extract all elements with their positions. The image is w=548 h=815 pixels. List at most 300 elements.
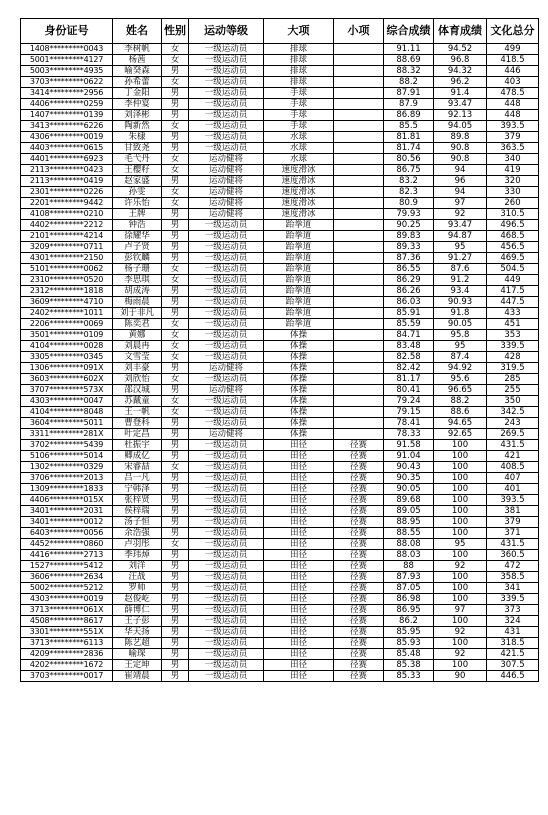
table-row (21, 616, 539, 627)
cell-level: 一级运动员 (189, 374, 264, 385)
table-row (21, 495, 539, 506)
cell-item: 体操 (264, 396, 334, 407)
cell-item: 田径 (264, 473, 334, 484)
cell-level: 一级运动员 (189, 627, 264, 638)
cell-sub (334, 341, 384, 352)
cell-name: 梅雨晨 (113, 297, 162, 308)
cell-culture: 451 (487, 319, 539, 330)
header-row (21, 19, 539, 44)
cell-sub (334, 99, 384, 110)
cell-level: 一级运动员 (189, 220, 264, 231)
cell-overall: 90.35 (384, 473, 434, 484)
cell-id: 2310*********0520 (21, 275, 113, 286)
cell-name: 丁金阳 (113, 88, 162, 99)
cell-overall: 87.93 (384, 572, 434, 583)
cell-overall: 85.93 (384, 638, 434, 649)
cell-sub (334, 264, 384, 275)
cell-id: 1302*********0329 (21, 462, 113, 473)
cell-gender: 男 (162, 110, 189, 121)
cell-culture: 342.5 (487, 407, 539, 418)
cell-level: 一级运动员 (189, 594, 264, 605)
cell-sub: 径赛 (334, 583, 384, 594)
header-overall: 综合成绩 (384, 19, 434, 44)
table-row (21, 429, 539, 440)
cell-name: 王一帆 (113, 407, 162, 418)
cell-id: 5101*********0062 (21, 264, 113, 275)
cell-sport: 100 (434, 660, 487, 671)
results-table (20, 18, 539, 682)
cell-level: 一级运动员 (189, 44, 264, 55)
cell-culture: 319.5 (487, 363, 539, 374)
cell-name: 季玮焯 (113, 550, 162, 561)
cell-name: 毛弋丹 (113, 154, 162, 165)
header-gender: 性别 (162, 19, 189, 44)
cell-sub: 径赛 (334, 539, 384, 550)
cell-culture: 421.5 (487, 649, 539, 660)
cell-level: 运动健将 (189, 154, 264, 165)
cell-overall: 81.81 (384, 132, 434, 143)
table-row (21, 187, 539, 198)
cell-level: 一级运动员 (189, 616, 264, 627)
cell-sport: 88.6 (434, 407, 487, 418)
table-row (21, 484, 539, 495)
table-row (21, 319, 539, 330)
cell-culture: 496.5 (487, 220, 539, 231)
cell-sport: 100 (434, 517, 487, 528)
cell-culture: 340 (487, 154, 539, 165)
table-row (21, 264, 539, 275)
cell-name: 张梓贤 (113, 495, 162, 506)
cell-sport: 92.65 (434, 429, 487, 440)
cell-name: 宋睿喆 (113, 462, 162, 473)
cell-id: 2113*********0423 (21, 165, 113, 176)
cell-sport: 92.13 (434, 110, 487, 121)
cell-overall: 86.03 (384, 297, 434, 308)
cell-name: 刘泽彬 (113, 110, 162, 121)
cell-name: 卢羽彤 (113, 539, 162, 550)
cell-sport: 90.93 (434, 297, 487, 308)
cell-overall: 86.29 (384, 275, 434, 286)
cell-gender: 男 (162, 506, 189, 517)
table-row (21, 198, 539, 209)
cell-level: 一级运动员 (189, 308, 264, 319)
cell-overall: 79.93 (384, 209, 434, 220)
cell-id: 3706*********2013 (21, 473, 113, 484)
table-row (21, 396, 539, 407)
cell-culture: 255 (487, 385, 539, 396)
cell-sub (334, 44, 384, 55)
cell-sport: 91.27 (434, 253, 487, 264)
table-row (21, 572, 539, 583)
cell-id: 4108*********0210 (21, 209, 113, 220)
cell-culture: 318.5 (487, 638, 539, 649)
cell-id: 3209*********0711 (21, 242, 113, 253)
cell-level: 一级运动员 (189, 286, 264, 297)
cell-name: 黄娜 (113, 330, 162, 341)
table-row (21, 110, 539, 121)
cell-sub (334, 297, 384, 308)
cell-culture: 403 (487, 77, 539, 88)
cell-overall: 89.68 (384, 495, 434, 506)
cell-culture: 339.5 (487, 341, 539, 352)
cell-name: 苏戴童 (113, 396, 162, 407)
cell-level: 一级运动员 (189, 418, 264, 429)
cell-level: 一级运动员 (189, 561, 264, 572)
cell-sub (334, 275, 384, 286)
cell-overall: 79.24 (384, 396, 434, 407)
cell-culture: 418.5 (487, 55, 539, 66)
cell-id: 2201*********9442 (21, 198, 113, 209)
cell-gender: 女 (162, 55, 189, 66)
cell-item: 体操 (264, 407, 334, 418)
cell-level: 一级运动员 (189, 77, 264, 88)
cell-level: 一级运动员 (189, 462, 264, 473)
table-row (21, 506, 539, 517)
cell-name: 杨子珊 (113, 264, 162, 275)
cell-id: 3305*********0345 (21, 352, 113, 363)
cell-sub (334, 396, 384, 407)
cell-level: 运动健将 (189, 198, 264, 209)
cell-sport: 90.05 (434, 319, 487, 330)
cell-name: 徐耀华 (113, 231, 162, 242)
cell-overall: 85.95 (384, 627, 434, 638)
cell-overall: 78.33 (384, 429, 434, 440)
cell-id: 3401*********0012 (21, 517, 113, 528)
cell-item: 速度滑冰 (264, 209, 334, 220)
cell-culture: 243 (487, 418, 539, 429)
table-row (21, 660, 539, 671)
cell-sub (334, 176, 384, 187)
cell-id: 3606*********2634 (21, 572, 113, 583)
table-row (21, 88, 539, 99)
cell-sub (334, 363, 384, 374)
table-row (21, 209, 539, 220)
cell-culture: 379 (487, 517, 539, 528)
cell-sub (334, 110, 384, 121)
cell-item: 田径 (264, 539, 334, 550)
cell-gender: 女 (162, 539, 189, 550)
cell-level: 运动健将 (189, 209, 264, 220)
cell-sub: 径赛 (334, 671, 384, 682)
cell-gender: 男 (162, 132, 189, 143)
cell-name: 陶新然 (113, 121, 162, 132)
cell-overall: 86.2 (384, 616, 434, 627)
cell-item: 田径 (264, 462, 334, 473)
cell-gender: 男 (162, 594, 189, 605)
cell-culture: 448 (487, 99, 539, 110)
cell-overall: 86.26 (384, 286, 434, 297)
table-row (21, 330, 539, 341)
cell-overall: 87.36 (384, 253, 434, 264)
cell-level: 运动健将 (189, 187, 264, 198)
cell-overall: 81.17 (384, 374, 434, 385)
cell-sub: 径赛 (334, 616, 384, 627)
cell-culture: 339.5 (487, 594, 539, 605)
cell-overall: 86.55 (384, 264, 434, 275)
cell-overall: 83.2 (384, 176, 434, 187)
cell-item: 排球 (264, 66, 334, 77)
cell-id: 3713*********061X (21, 605, 113, 616)
cell-sport: 94 (434, 187, 487, 198)
table-row (21, 220, 539, 231)
cell-sub: 径赛 (334, 649, 384, 660)
cell-item: 手球 (264, 88, 334, 99)
cell-sport: 96.65 (434, 385, 487, 396)
cell-overall: 88.55 (384, 528, 434, 539)
cell-sport: 100 (434, 440, 487, 451)
table-row (21, 385, 539, 396)
cell-sub (334, 330, 384, 341)
cell-id: 3609*********4710 (21, 297, 113, 308)
cell-name: 华天扬 (113, 627, 162, 638)
cell-level: 一级运动员 (189, 121, 264, 132)
cell-item: 田径 (264, 440, 334, 451)
cell-culture: 341 (487, 583, 539, 594)
cell-name: 余浩强 (113, 528, 162, 539)
cell-name: 卿成亿 (113, 451, 162, 462)
cell-level: 一级运动员 (189, 649, 264, 660)
cell-sport: 88.2 (434, 396, 487, 407)
cell-item: 田径 (264, 605, 334, 616)
cell-gender: 男 (162, 649, 189, 660)
cell-overall: 90.05 (384, 484, 434, 495)
cell-culture: 446.5 (487, 671, 539, 682)
table-row (21, 154, 539, 165)
cell-gender: 男 (162, 66, 189, 77)
cell-culture: 499 (487, 44, 539, 55)
cell-sub (334, 407, 384, 418)
cell-overall: 89.33 (384, 242, 434, 253)
cell-item: 田径 (264, 528, 334, 539)
cell-sub (334, 308, 384, 319)
cell-level: 一级运动员 (189, 484, 264, 495)
cell-sport: 95 (434, 242, 487, 253)
cell-sub (334, 374, 384, 385)
cell-name: 王牌 (113, 209, 162, 220)
cell-id: 4104*********0028 (21, 341, 113, 352)
cell-sub (334, 209, 384, 220)
cell-id: 4508*********8617 (21, 616, 113, 627)
cell-sport: 95.6 (434, 374, 487, 385)
cell-culture: 350 (487, 396, 539, 407)
table-row (21, 44, 539, 55)
cell-culture: 472 (487, 561, 539, 572)
cell-overall: 86.75 (384, 165, 434, 176)
cell-gender: 男 (162, 308, 189, 319)
cell-id: 5002*********5212 (21, 583, 113, 594)
cell-sport: 100 (434, 484, 487, 495)
cell-sport: 92 (434, 649, 487, 660)
cell-sub: 径赛 (334, 561, 384, 572)
cell-level: 一级运动员 (189, 88, 264, 99)
cell-item: 体操 (264, 330, 334, 341)
cell-gender: 男 (162, 561, 189, 572)
table-row (21, 297, 539, 308)
cell-sub: 径赛 (334, 495, 384, 506)
cell-level: 一级运动员 (189, 264, 264, 275)
cell-overall: 88 (384, 561, 434, 572)
cell-culture: 363.5 (487, 143, 539, 154)
cell-sub: 径赛 (334, 462, 384, 473)
cell-name: 卢子贤 (113, 242, 162, 253)
cell-item: 跆拳道 (264, 286, 334, 297)
cell-sport: 100 (434, 550, 487, 561)
cell-name: 胡成涛 (113, 286, 162, 297)
table-row (21, 143, 539, 154)
cell-name: 刘晨冉 (113, 341, 162, 352)
header-subevent: 小项 (334, 19, 384, 44)
cell-id: 3703*********0622 (21, 77, 113, 88)
cell-level: 一级运动员 (189, 253, 264, 264)
cell-id: 3401*********2031 (21, 506, 113, 517)
cell-id: 3311*********281X (21, 429, 113, 440)
cell-sport: 96.2 (434, 77, 487, 88)
cell-item: 水球 (264, 143, 334, 154)
cell-item: 田径 (264, 616, 334, 627)
cell-level: 一级运动员 (189, 330, 264, 341)
cell-name: 薛博仁 (113, 605, 162, 616)
cell-overall: 85.48 (384, 649, 434, 660)
cell-item: 跆拳道 (264, 253, 334, 264)
cell-gender: 女 (162, 121, 189, 132)
cell-id: 4403*********0615 (21, 143, 113, 154)
cell-sub: 径赛 (334, 638, 384, 649)
cell-item: 跆拳道 (264, 264, 334, 275)
cell-sub (334, 121, 384, 132)
cell-item: 田径 (264, 671, 334, 682)
cell-overall: 91.11 (384, 44, 434, 55)
cell-culture: 408.5 (487, 462, 539, 473)
cell-gender: 女 (162, 462, 189, 473)
cell-gender: 男 (162, 242, 189, 253)
cell-id: 3713*********6113 (21, 638, 113, 649)
cell-item: 田径 (264, 550, 334, 561)
table-row (21, 561, 539, 572)
table-row (21, 242, 539, 253)
cell-level: 一级运动员 (189, 660, 264, 671)
cell-name: 喻琛 (113, 649, 162, 660)
cell-sport: 95.8 (434, 330, 487, 341)
cell-sport: 87.4 (434, 352, 487, 363)
cell-gender: 女 (162, 275, 189, 286)
cell-id: 3301*********551X (21, 627, 113, 638)
cell-overall: 88.95 (384, 517, 434, 528)
cell-level: 一级运动员 (189, 539, 264, 550)
cell-id: 4402*********2212 (21, 220, 113, 231)
cell-sport: 100 (434, 572, 487, 583)
cell-level: 一级运动员 (189, 638, 264, 649)
cell-sub: 径赛 (334, 440, 384, 451)
cell-gender: 男 (162, 253, 189, 264)
cell-id: 3501*********0109 (21, 330, 113, 341)
cell-gender: 男 (162, 297, 189, 308)
cell-gender: 男 (162, 638, 189, 649)
cell-culture: 260 (487, 198, 539, 209)
cell-culture: 320 (487, 176, 539, 187)
header-id: 身份证号 (21, 19, 113, 44)
cell-id: 1306*********091X (21, 363, 113, 374)
cell-sport: 92 (434, 627, 487, 638)
cell-overall: 85.38 (384, 660, 434, 671)
cell-culture: 419 (487, 165, 539, 176)
cell-name: 叶定昌 (113, 429, 162, 440)
cell-id: 5003*********4935 (21, 66, 113, 77)
cell-gender: 男 (162, 583, 189, 594)
cell-id: 4406*********015X (21, 495, 113, 506)
cell-sport: 95 (434, 539, 487, 550)
cell-sub: 径赛 (334, 572, 384, 583)
cell-culture: 447.5 (487, 297, 539, 308)
cell-gender: 女 (162, 374, 189, 385)
cell-id: 4303*********0019 (21, 594, 113, 605)
header-name: 姓名 (113, 19, 162, 44)
cell-item: 速度滑冰 (264, 187, 334, 198)
cell-gender: 男 (162, 176, 189, 187)
cell-culture: 269.5 (487, 429, 539, 440)
cell-name: 刘于非凡 (113, 308, 162, 319)
cell-gender: 男 (162, 605, 189, 616)
table-row (21, 473, 539, 484)
table-row (21, 231, 539, 242)
header-culture-score: 文化总分 (487, 19, 539, 44)
cell-culture: 417.5 (487, 286, 539, 297)
cell-sub (334, 165, 384, 176)
cell-gender: 男 (162, 385, 189, 396)
cell-overall: 86.89 (384, 110, 434, 121)
cell-sport: 90.8 (434, 143, 487, 154)
cell-item: 跆拳道 (264, 319, 334, 330)
cell-sub: 径赛 (334, 451, 384, 462)
cell-sport: 90.8 (434, 154, 487, 165)
cell-id: 2113*********0419 (21, 176, 113, 187)
cell-sub (334, 132, 384, 143)
table-row (21, 517, 539, 528)
cell-sub (334, 286, 384, 297)
cell-culture: 373 (487, 605, 539, 616)
cell-sport: 94.65 (434, 418, 487, 429)
cell-sub: 径赛 (334, 473, 384, 484)
cell-gender: 女 (162, 341, 189, 352)
cell-sub (334, 198, 384, 209)
cell-gender: 男 (162, 627, 189, 638)
cell-culture: 393.5 (487, 495, 539, 506)
cell-culture: 358.5 (487, 572, 539, 583)
cell-overall: 90.43 (384, 462, 434, 473)
cell-overall: 85.33 (384, 671, 434, 682)
cell-id: 3604*********5011 (21, 418, 113, 429)
cell-sub (334, 187, 384, 198)
cell-overall: 88.32 (384, 66, 434, 77)
cell-level: 一级运动员 (189, 440, 264, 451)
cell-overall: 91.58 (384, 440, 434, 451)
cell-id: 5001*********4127 (21, 55, 113, 66)
cell-overall: 88.2 (384, 77, 434, 88)
cell-name: 邵汉城 (113, 385, 162, 396)
cell-item: 排球 (264, 55, 334, 66)
cell-level: 一级运动员 (189, 242, 264, 253)
cell-sport: 92 (434, 561, 487, 572)
cell-gender: 男 (162, 286, 189, 297)
cell-gender: 男 (162, 418, 189, 429)
cell-sport: 94.32 (434, 66, 487, 77)
cell-name: 陈艺超 (113, 638, 162, 649)
cell-overall: 82.3 (384, 187, 434, 198)
cell-gender: 男 (162, 99, 189, 110)
cell-level: 运动健将 (189, 363, 264, 374)
cell-overall: 83.48 (384, 341, 434, 352)
cell-sub: 径赛 (334, 605, 384, 616)
cell-item: 田径 (264, 484, 334, 495)
